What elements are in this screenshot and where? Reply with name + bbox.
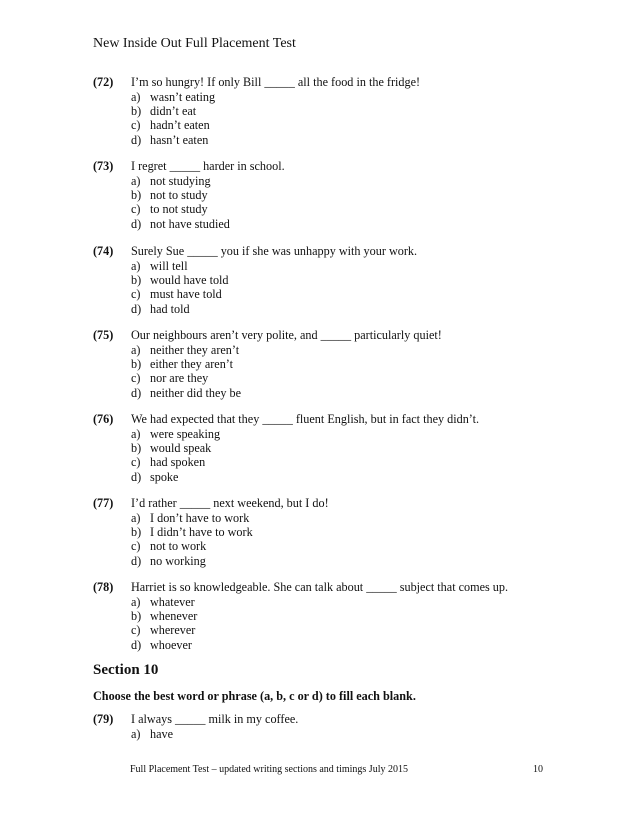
option-text: not to work [150, 539, 207, 554]
option-letter: d) [131, 301, 142, 316]
page-header: New Inside Out Full Placement Test [93, 36, 296, 51]
option-letter: b) [131, 273, 142, 288]
option-text: were speaking [150, 427, 221, 441]
option-letter: d) [131, 469, 142, 484]
option-list [131, 90, 215, 147]
option-b [131, 525, 253, 539]
option-text: wherever [150, 623, 196, 638]
option-letter: a) [131, 90, 141, 104]
section-instruction: Choose the best word or phrase (a, b, c or d) to fill each blank. [93, 689, 416, 703]
option-text: had spoken [150, 455, 206, 470]
option-letter: d) [131, 637, 142, 652]
option-c [131, 539, 253, 553]
option-text: not have studied [150, 216, 230, 231]
question-stem: I regret _____ harder in school. [131, 159, 285, 173]
option-text: neither they aren’t [150, 343, 240, 357]
page-footer: Full Placement Test – updated writing sections and timings July 2015 [130, 764, 408, 775]
option-letter: b) [131, 525, 142, 540]
option-text: not studying [150, 174, 211, 188]
option-letter: c) [131, 623, 141, 638]
option-text: hasn’t eaten [150, 132, 209, 147]
option-text: no working [150, 553, 206, 568]
option-d [131, 302, 229, 316]
page-number: 10 [533, 764, 543, 775]
option-d [131, 470, 220, 484]
option-letter: a) [131, 727, 141, 741]
option-d [131, 638, 197, 652]
option-text: to not study [150, 202, 208, 217]
option-text: I don’t have to work [150, 511, 250, 525]
option-letter: b) [131, 104, 142, 119]
option-text: had told [150, 301, 190, 316]
option-text: would have told [150, 273, 229, 288]
question-number: (78) [93, 580, 114, 594]
option-text: have [150, 727, 174, 741]
option-text: wasn’t eating [150, 90, 216, 104]
option-text: will tell [150, 259, 188, 273]
option-a [131, 259, 229, 273]
option-letter: a) [131, 427, 141, 441]
option-text: whatever [150, 595, 195, 609]
option-a [131, 727, 173, 741]
option-letter: b) [131, 441, 142, 456]
option-d [131, 554, 253, 568]
option-b [131, 357, 241, 371]
option-d [131, 217, 230, 231]
option-letter: d) [131, 216, 142, 231]
option-letter: c) [131, 287, 141, 302]
question-number: (73) [93, 159, 114, 173]
option-text: whenever [150, 609, 198, 624]
option-b [131, 609, 197, 623]
option-list [131, 174, 230, 231]
option-list [131, 511, 253, 568]
option-c [131, 202, 230, 216]
option-letter: c) [131, 455, 141, 470]
option-text: must have told [150, 287, 222, 302]
question-number: (77) [93, 496, 114, 510]
question-number: (72) [93, 75, 114, 89]
question-number: (76) [93, 412, 114, 426]
option-list [131, 727, 173, 741]
option-a [131, 595, 197, 609]
option-letter: c) [131, 202, 141, 217]
option-c [131, 118, 215, 132]
option-letter: d) [131, 553, 142, 568]
option-a [131, 174, 230, 188]
option-letter: c) [131, 371, 141, 386]
option-d [131, 386, 241, 400]
option-text: didn’t eat [150, 104, 197, 119]
question-number: (79) [93, 712, 114, 726]
option-a [131, 343, 241, 357]
option-list [131, 343, 241, 400]
option-c [131, 455, 220, 469]
option-d [131, 133, 215, 147]
option-b [131, 273, 229, 287]
option-b [131, 188, 230, 202]
option-c [131, 287, 229, 301]
question-stem: Our neighbours aren’t very polite, and _____ particularly quiet! [131, 328, 442, 342]
question-stem: I’d rather _____ next weekend, but I do! [131, 496, 329, 510]
option-letter: d) [131, 385, 142, 400]
option-c [131, 371, 241, 385]
option-letter: a) [131, 343, 141, 357]
option-c [131, 623, 197, 637]
option-list [131, 427, 220, 484]
option-letter: b) [131, 357, 142, 372]
question-stem: I’m so hungry! If only Bill _____ all the food in the fridge! [131, 75, 421, 89]
question-stem: I always _____ milk in my coffee. [131, 712, 299, 726]
question-number: (74) [93, 244, 114, 258]
question-number: (75) [93, 328, 114, 342]
option-text: hadn’t eaten [150, 118, 210, 133]
option-text: spoke [150, 469, 179, 484]
option-letter: b) [131, 188, 142, 203]
option-letter: a) [131, 595, 141, 609]
option-letter: b) [131, 609, 142, 624]
section-title: Section 10 [93, 662, 159, 678]
option-letter: a) [131, 174, 141, 188]
option-text: I didn’t have to work [150, 525, 253, 540]
option-b [131, 441, 220, 455]
question-stem: We had expected that they _____ fluent English, but in fact they didn’t. [131, 412, 480, 426]
option-a [131, 90, 215, 104]
option-list [131, 595, 197, 652]
option-text: neither did they be [150, 385, 242, 400]
question-stem: Harriet is so knowledgeable. She can talk about _____ subject that comes up. [131, 580, 509, 594]
question-stem: Surely Sue _____ you if she was unhappy with your work. [131, 244, 418, 258]
option-text: nor are they [150, 371, 209, 386]
option-letter: a) [131, 259, 141, 273]
option-letter: c) [131, 539, 141, 554]
option-a [131, 427, 220, 441]
option-text: not to study [150, 188, 208, 203]
option-a [131, 511, 253, 525]
option-letter: c) [131, 118, 141, 133]
option-letter: a) [131, 511, 141, 525]
option-text: whoever [150, 637, 192, 652]
option-b [131, 104, 215, 118]
option-letter: d) [131, 132, 142, 147]
option-list [131, 259, 229, 316]
option-text: would speak [150, 441, 212, 456]
option-text: either they aren’t [150, 357, 234, 372]
